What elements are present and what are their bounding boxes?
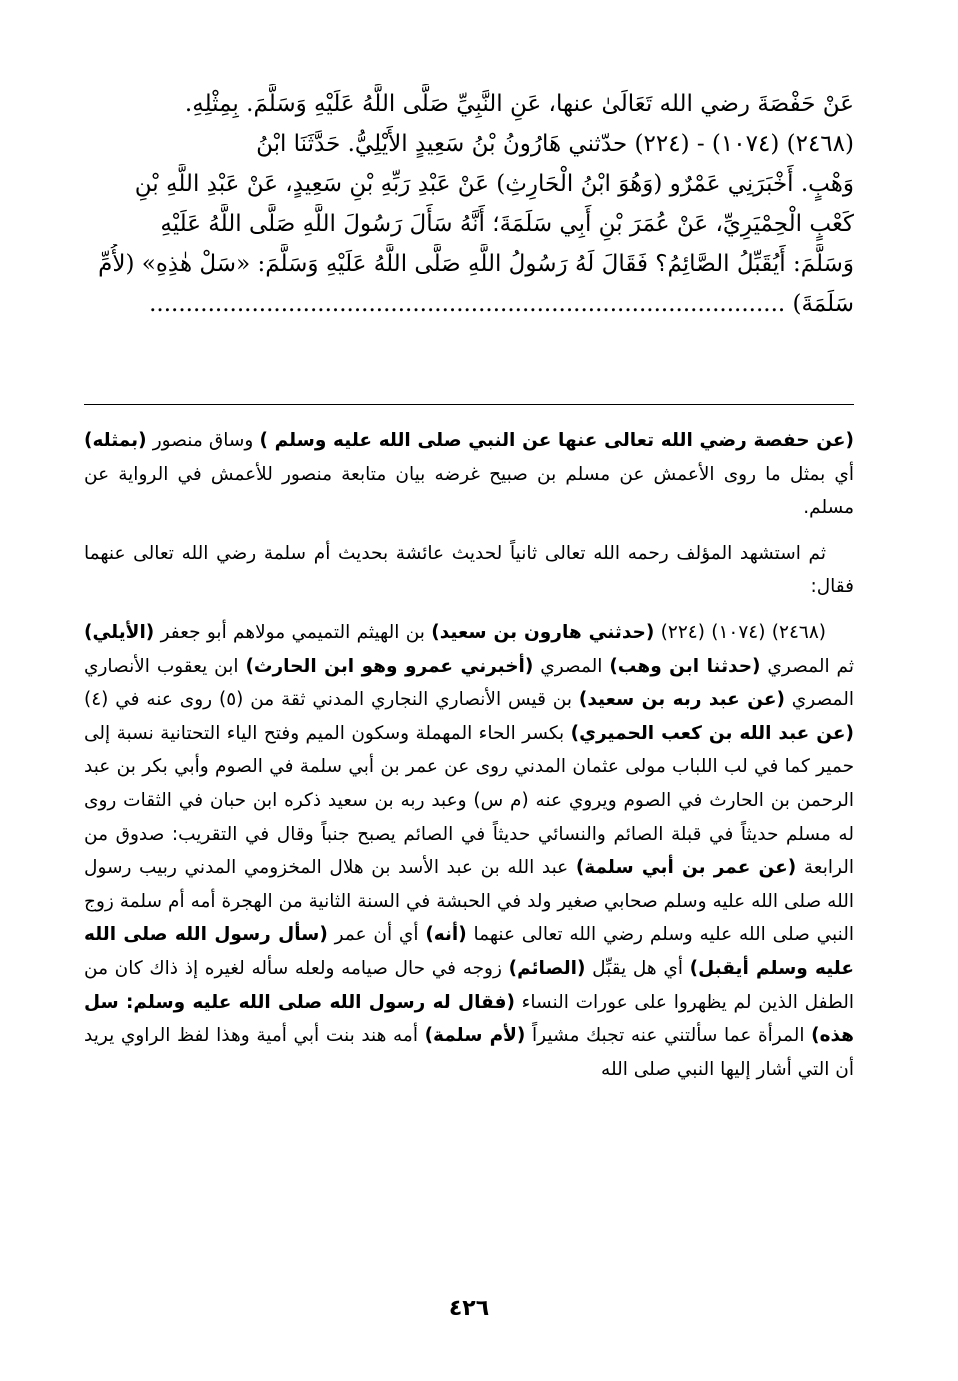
hadith-line: كَعْبٍ الْحِمْيَرِيِّ، عَنْ عُمَرَ بْنِ أَبِي سَلَمَةَ؛ أَنَّهُ سَأَلَ رَسُولَ اللَّهِ صَلَّى اللَّهُ عَلَيْهِ <box>160 211 854 237</box>
text-run: زوجه في حال صيامه ولعله سأله لغيره إذ ذاك كان من الطفل الذين لم يظهروا على عورات النساء <box>84 957 854 1013</box>
bold-quote: (عن عمر بن أبي سلمة) <box>575 857 797 879</box>
text-run: (٢٤٦٨) (١٠٧٤) (٢٢٤) <box>654 621 826 643</box>
bold-quote: (عن عبد ربه بن سعيد) <box>578 689 785 711</box>
bold-quote: (الأيلي) <box>84 621 155 643</box>
commentary <box>84 424 854 1098</box>
bold-quote: (أخبرني عمرو وهو ابن الحارث) <box>245 655 534 677</box>
text-run: بن الهيثم التميمي مولاهم أبو جعفر <box>154 621 432 643</box>
hadith-line: وَسَلَّمَ: أَيُقَبِّلُ الصَّائِمُ؟ فَقَالَ لَهُ رَسُولُ اللَّهِ صَلَّى اللَّهُ عَلَيْهِ وَسَلَّمَ: «سَلْ هٰذِهِ» (لأُمِّ <box>98 251 854 277</box>
bold-quote: (سأل رسول الله صلى الله عليه وسلم أيقبل) <box>84 924 854 979</box>
commentary-paragraph <box>84 424 854 525</box>
hadith-line-last <box>84 284 854 324</box>
bold-quote: (حدثنا ابن وهب) <box>609 655 761 677</box>
hadith-text <box>84 84 854 324</box>
commentary-paragraph <box>84 537 854 604</box>
footnote-separator <box>84 404 854 405</box>
commentary-paragraph <box>84 616 854 1086</box>
text-run: أمه هند بنت أبي أمية وهذا لفظ الراوي يريد أن التي أشار إليها النبي صلى الله <box>84 1025 854 1080</box>
hadith-line: (٢٤٦٨) (١٠٧٤) - (٢٢٤) حدّثني هَارُونُ بْنُ سَعِيدٍ الأَيْلِيُّ. حَدَّثَنَا ابْنُ <box>256 131 854 157</box>
text-run: المرأة عما سألتني عنه تجبك مشيراً <box>525 1025 812 1047</box>
text-run: المصري <box>533 655 610 677</box>
hadith-line: عَنْ حَفْصَةَ رضي الله تَعَالَىٰ عنها، عَنِ النَّبِيِّ صَلَّى اللَّهُ عَلَيْهِ وَسَلَّمَ. بِمِثْلِهِ. <box>184 91 854 117</box>
text-run: عبد الله بن عبد الأسد بن هلال المخزومي المدني ربيب رسول الله صلى الله عليه وسلم صحابي صغير ولد في الحبشة في السنة الثانية من الهجرة أمه أم سلمة زوج النبي صلى الله عليه وسلم رضي الله تعالى عنهما <box>84 857 854 946</box>
text-run: ثم المصري <box>760 655 854 677</box>
text-run: ثم استشهد المؤلف رحمه الله تعالى ثانياً لحديث عائشة بحديث أم سلمة رضي الله تعالى عنهما فقال: <box>84 542 854 598</box>
bold-quote: (الصائم) <box>508 957 586 979</box>
bold-quote: (أنه) <box>425 924 467 946</box>
text-run: أي أن عمر <box>327 924 426 946</box>
dotted-leader: ....................................................................................... <box>149 291 786 317</box>
text-run: بن قيس الأنصاري النجاري المدني ثقة من (٥) روى عنه في (٤) <box>84 689 579 711</box>
bold-quote: (عن حفصة رضي الله تعالى عنها عن النبي صلى الله عليه وسلم ) <box>259 430 855 451</box>
text-run: أي بمثل ما روى الأعمش عن مسلم بن صبيح غرضه بيان متابعة منصور للأعمش في الرواية عن مسلم. <box>84 463 854 519</box>
bold-quote: (لأم سلمة) <box>424 1025 526 1047</box>
text-run: أي هل يقبِّل <box>585 957 690 979</box>
bold-quote: (حدثني هارون بن سعيد) <box>431 621 655 643</box>
hadith-line: وَهْبٍ. أَخْبَرَنِي عَمْرٌو (وَهُوَ ابْنُ الْحَارِثِ) عَنْ عَبْدِ رَبِّهِ بْنِ سَعِيدٍ، عَنْ عَبْدِ اللَّهِ بْنِ <box>134 171 854 197</box>
bold-quote: (عن عبد الله بن كعب الحميري) <box>570 722 854 744</box>
hadith-line-text: سَلَمَةَ) <box>792 291 854 317</box>
page-number: ٤٢٦ <box>448 1296 490 1321</box>
text-run: ابن يعقوب الأنصاري المصري <box>84 655 854 711</box>
bold-quote: (بمثله) <box>84 430 147 451</box>
text-run: وساق منصور <box>146 430 260 451</box>
bold-quote: (فقال له رسول الله صلى الله عليه وسلم: سل هذه) <box>84 991 854 1047</box>
text-run: بكسر الحاء المهملة وسكون الميم وفتح الياء التحتانية نسبة إلى حمير كما في لب اللباب مولى عثمان المدني روى عن عمر بن أبي سلمة في الصوم وأبي بكر بن عبد الرحمن بن الحارث في الصوم ويروي عنه (م س) وعبد ربه بن سعيد ذكره ابن حبان في الثقات روى له مسلم حديثاً في قبلة الصائم والنسائي حديثاً في الصائم يصبح جنباً وقال في التقريب: صدوق من الرابعة <box>84 722 855 879</box>
